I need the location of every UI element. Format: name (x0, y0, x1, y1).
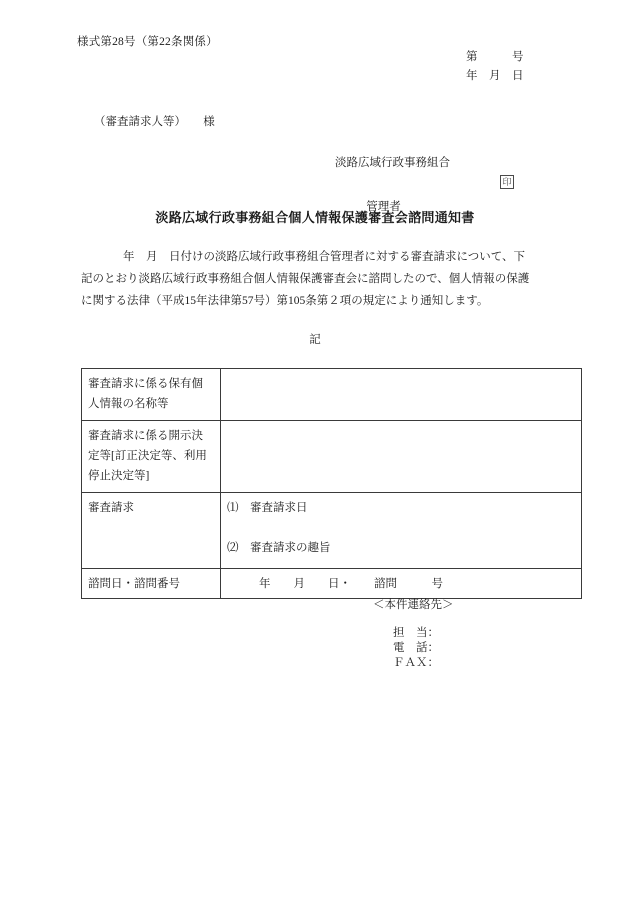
body-line-3: に関する法律（平成15年法律第57号）第105条第２項の規定により通知します。 (81, 295, 489, 307)
issuer-organization: 淡路広域行政事務組合 (335, 157, 450, 169)
label-text-line: 停止決定等] (88, 470, 150, 482)
row-label-inquiry-date-number (82, 569, 221, 599)
contact-person-label: 担 当： (393, 627, 439, 639)
body-line-1 (81, 246, 557, 268)
label-text-line: 審査請求 (88, 502, 134, 514)
contact-block (367, 598, 454, 671)
table-row (82, 421, 582, 493)
addressee-line: （審査請求人等） 様 (94, 116, 215, 128)
form-table (81, 368, 582, 599)
contact-heading: ＜本件連絡先＞ (373, 599, 454, 611)
body-line-2: 記のとおり淡路広域行政事務組合個人情報保護審査会に諮問したので、個人情報の保護 (81, 273, 530, 285)
review-request-date-item: ⑴ 審査請求日 (227, 502, 308, 514)
inquiry-date-text: 年 月 日・ 諮問 号 (259, 578, 443, 590)
row-label-personal-info-name (82, 369, 221, 421)
row-label-disclosure-decision (82, 421, 221, 493)
contact-fax-label: ＦＡＸ： (393, 657, 439, 669)
document-date-line: 年 月 日 (466, 70, 524, 82)
row-value-review-request[interactable] (221, 493, 582, 569)
table-row (82, 569, 582, 599)
form-number: 様式第28号（第22条関係） (77, 36, 218, 48)
body-paragraph (81, 246, 557, 312)
page-title: 淡路広域行政事務組合個人情報保護審査会諮問通知書 (155, 210, 475, 225)
document-number-line: 第 号 (466, 51, 524, 63)
label-text-line: 諮問日・諮問番号 (88, 578, 180, 590)
row-label-review-request (82, 493, 221, 569)
body-line-1-text: 年 月 日付けの淡路広域行政事務組合管理者に対する審査請求について、下 (123, 251, 526, 263)
label-text-line: 審査請求に係る保有個 (88, 378, 203, 390)
label-text-line: 定等[訂正決定等、利用 (88, 450, 207, 462)
row-value-inquiry-date-number[interactable] (221, 569, 582, 599)
table-row (82, 493, 582, 569)
label-text-line: 人情報の名称等 (88, 398, 169, 410)
seal-icon: 印 (500, 175, 514, 189)
label-text-line: 審査請求に係る開示決 (88, 430, 203, 442)
contact-phone-label: 電 話： (393, 642, 439, 654)
review-request-purpose-item: ⑵ 審査請求の趣旨 (227, 542, 331, 554)
ki-marker: 記 (309, 334, 321, 346)
document-meta-block (420, 48, 560, 86)
row-value-disclosure-decision[interactable] (221, 421, 582, 493)
table-row (82, 369, 582, 421)
issuer-title: 管理者 (366, 201, 401, 213)
row-value-personal-info-name[interactable] (221, 369, 582, 421)
